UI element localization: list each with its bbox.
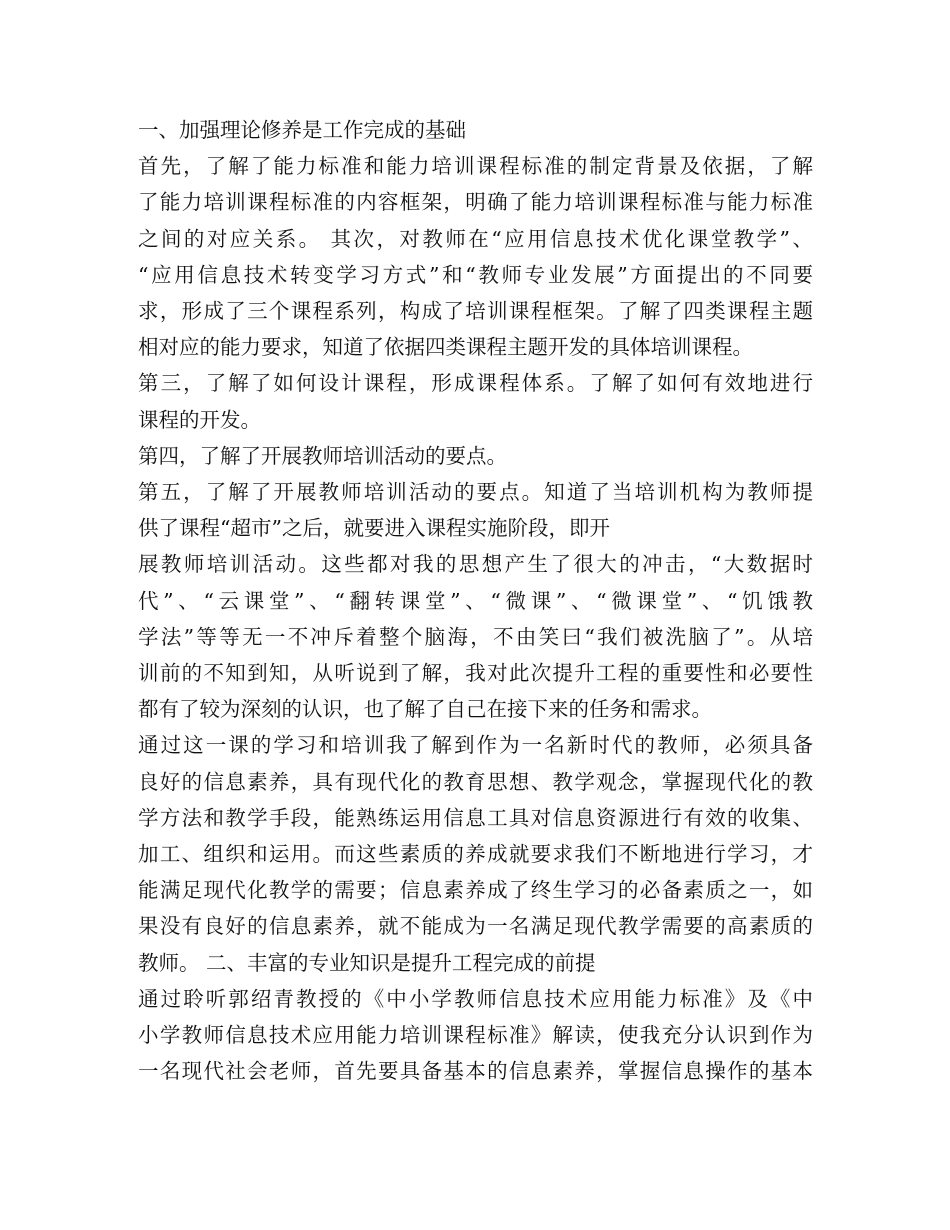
text-line: 加工、组织和运用。而这些素质的养成就要求我们不断地进行学习，才	[138, 842, 813, 867]
text-line: 之间的对应关系。 其次，对教师在“应用信息技术优化课堂教学”、	[138, 226, 813, 251]
text-line: 相对应的能力要求，知道了依据四类课程主题开发的具体培训课程。	[138, 335, 753, 360]
text-line: 第四，了解了开展教师培训活动的要点。	[138, 443, 507, 468]
text-line: 教师。 二、丰富的专业知识是提升工程完成的前提	[138, 950, 596, 975]
text-line: 通过这一课的学习和培训我了解到作为一名新时代的教师，必须具备	[138, 733, 813, 758]
text-line: 通过聆听郭绍青教授的《中小学教师信息技术应用能力标准》及《中	[138, 986, 813, 1011]
text-line: 能满足现代化教学的需要；信息素养成了终生学习的必备素质之一，如	[138, 878, 813, 903]
text-line: 第五，了解了开展教师培训活动的要点。知道了当培训机构为教师提	[138, 480, 813, 505]
text-line: 展教师培训活动。这些都对我的思想产生了很大的冲击，“大数据时	[138, 552, 813, 577]
text-line: 小学教师信息技术应用能力培训课程标准》解读，使我充分认识到作为	[138, 1023, 813, 1048]
text-line: 良好的信息素养，具有现代化的教育思想、教学观念，掌握现代化的教	[138, 769, 813, 794]
text-line: 第三，了解了如何设计课程，形成课程体系。了解了如何有效地进行	[138, 371, 813, 396]
text-line: 供了课程“超市”之后，就要进入课程实施阶段，即开	[138, 516, 610, 541]
text-line: 学方法和教学手段，能熟练运用信息工具对信息资源进行有效的收集、	[138, 805, 813, 830]
text-line: 了能力培训课程标准的内容框架，明确了能力培训课程标准与能力标准	[138, 190, 813, 215]
text-line: 首先，了解了能力标准和能力培训课程标准的制定背景及依据，了解	[138, 154, 813, 179]
text-line: 学法”等等无一不冲斥着整个脑海，不由笑曰“我们被洗脑了”。从培	[138, 624, 813, 649]
text-line: 训前的不知到知，从听说到了解，我对此次提升工程的重要性和必要性	[138, 661, 813, 686]
text-line: 都有了较为深刻的认识，也了解了自己在接下来的任务和需求。	[138, 697, 712, 722]
text-line: 求，形成了三个课程系列，构成了培训课程框架。了解了四类课程主题	[138, 299, 813, 324]
text-line: 一、加强理论修养是工作完成的基础	[138, 118, 466, 142]
text-line: 果没有良好的信息素养，就不能成为一名满足现代教学需要的高素质的	[138, 914, 813, 939]
document-body	[138, 112, 813, 1089]
text-line: 一名现代社会老师，首先要具备基本的信息素养，掌握信息操作的基本	[138, 1059, 813, 1084]
text-line: 代”、“云课堂”、“翻转课堂”、“微课”、“微课堂”、“饥饿教	[138, 588, 813, 613]
text-line: 课程的开发。	[138, 407, 261, 432]
text-line: “应用信息技术转变学习方式”和“教师专业发展”方面提出的不同要	[138, 262, 813, 287]
